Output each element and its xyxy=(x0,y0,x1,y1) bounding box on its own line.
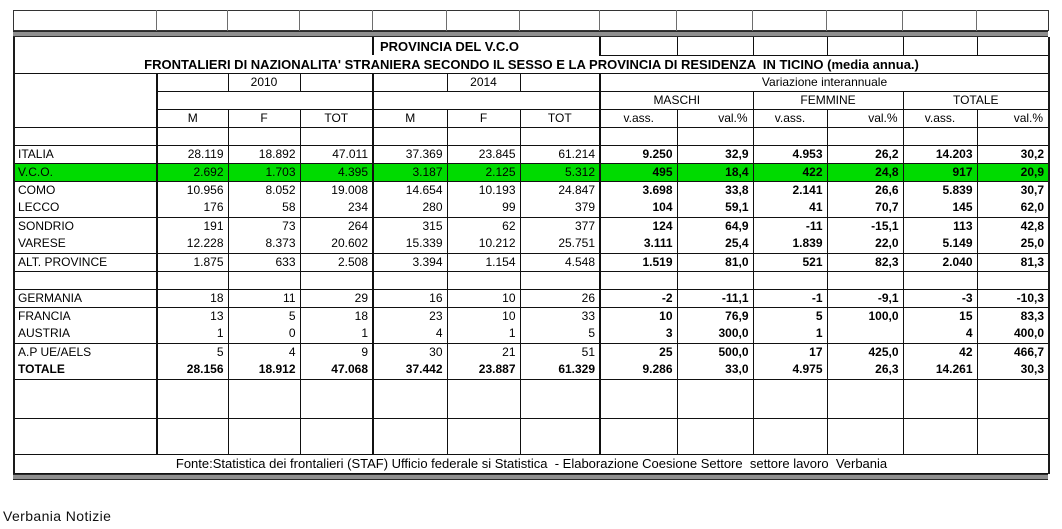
value-cell: 26,2 xyxy=(827,145,903,163)
empty-cell xyxy=(977,37,1049,55)
empty-cell xyxy=(977,127,1049,145)
value-cell: 73 xyxy=(228,217,300,235)
table-row xyxy=(14,199,1049,217)
empty-cell xyxy=(14,127,157,145)
row-label: SONDRIO xyxy=(14,217,157,235)
empty-cell xyxy=(157,11,228,31)
value-cell: 61.214 xyxy=(520,145,600,163)
empty-cell xyxy=(447,271,520,289)
row-label: GERMANIA xyxy=(14,289,157,307)
empty-cell xyxy=(14,418,157,454)
value-cell: 33,0 xyxy=(677,361,753,379)
col-header-f-2010: F xyxy=(228,109,300,127)
value-cell: 82,3 xyxy=(827,253,903,271)
row-label: VARESE xyxy=(14,235,157,253)
value-cell: 521 xyxy=(753,253,827,271)
value-cell: 14.654 xyxy=(373,181,447,199)
table-row xyxy=(14,235,1049,253)
value-cell: 113 xyxy=(903,217,977,235)
row-label: A.P UE/AELS xyxy=(14,343,157,361)
value-cell: 32,9 xyxy=(677,145,753,163)
value-cell: 1.519 xyxy=(600,253,677,271)
value-cell: 495 xyxy=(600,163,677,181)
empty-cell xyxy=(753,11,827,31)
row-label: ITALIA xyxy=(14,145,157,163)
empty-cell xyxy=(677,418,753,454)
value-cell: 5 xyxy=(228,307,300,325)
value-cell: 8.052 xyxy=(228,181,300,199)
table-border-band-bottom xyxy=(13,474,1048,480)
value-cell: 5 xyxy=(753,307,827,325)
empty-cell xyxy=(14,37,373,55)
value-cell: 5.149 xyxy=(903,235,977,253)
value-cell: 23.845 xyxy=(447,145,520,163)
value-cell: 37.369 xyxy=(373,145,447,163)
year-header-row xyxy=(14,73,1049,91)
value-cell: 1.875 xyxy=(157,253,228,271)
table-row xyxy=(14,325,1049,343)
empty-cell xyxy=(977,11,1049,31)
value-cell: 30 xyxy=(373,343,447,361)
value-cell: 41 xyxy=(753,199,827,217)
empty-cell xyxy=(373,127,447,145)
value-cell: 62,0 xyxy=(977,199,1049,217)
value-cell: 5.312 xyxy=(520,163,600,181)
empty-cell xyxy=(520,271,600,289)
value-cell: 19.008 xyxy=(300,181,373,199)
empty-cell xyxy=(228,418,300,454)
spacer-row xyxy=(14,418,1049,454)
empty-cell xyxy=(827,37,903,55)
value-cell: 62 xyxy=(447,217,520,235)
empty-cell xyxy=(753,379,827,418)
page-title: PROVINCIA DEL V.C.O xyxy=(373,37,600,55)
col-header-tot-2014: TOT xyxy=(520,109,600,127)
empty-cell xyxy=(903,418,977,454)
empty-cell xyxy=(677,37,753,55)
value-cell: 9 xyxy=(300,343,373,361)
value-cell: 23.887 xyxy=(447,361,520,379)
value-cell: 145 xyxy=(903,199,977,217)
value-cell: 51 xyxy=(520,343,600,361)
value-cell: 104 xyxy=(600,199,677,217)
empty-cell xyxy=(300,379,373,418)
empty-cell xyxy=(14,379,157,418)
value-cell: 20,9 xyxy=(977,163,1049,181)
value-cell: 4 xyxy=(903,325,977,343)
value-cell: 76,9 xyxy=(677,307,753,325)
empty-cell xyxy=(520,379,600,418)
value-cell: 9.286 xyxy=(600,361,677,379)
value-cell: 42 xyxy=(903,343,977,361)
value-cell: 58 xyxy=(228,199,300,217)
value-cell: 9.250 xyxy=(600,145,677,163)
empty-cell xyxy=(827,127,903,145)
empty-cell xyxy=(228,11,300,31)
value-cell: 10.956 xyxy=(157,181,228,199)
femmine-header: FEMMINE xyxy=(753,91,903,109)
col-header-vass-totale: v.ass. xyxy=(903,109,977,127)
value-cell: 26,3 xyxy=(827,361,903,379)
value-cell: 99 xyxy=(447,199,520,217)
value-cell: 1.703 xyxy=(228,163,300,181)
title-row-1 xyxy=(14,37,1049,55)
row-label: AUSTRIA xyxy=(14,325,157,343)
value-cell: 25,0 xyxy=(977,235,1049,253)
table-subtitle: FRONTALIERI DI NAZIONALITA' STRANIERA SECONDO IL SESSO E LA PROVINCIA DI RESIDENZA IN TICINO (media annua.) xyxy=(14,55,1049,73)
table-row xyxy=(14,145,1049,163)
value-cell: -3 xyxy=(903,289,977,307)
value-cell: 2.141 xyxy=(753,181,827,199)
value-cell: 4 xyxy=(228,343,300,361)
table-row xyxy=(14,289,1049,307)
source-row xyxy=(14,454,1049,473)
value-cell: 47.068 xyxy=(300,361,373,379)
empty-cell xyxy=(520,11,600,31)
col-header-vass-femmine: v.ass. xyxy=(753,109,827,127)
year-2014-header: 2014 xyxy=(447,73,520,91)
spacer-row xyxy=(14,379,1049,418)
value-cell: 30,2 xyxy=(977,145,1049,163)
value-cell: 18 xyxy=(300,307,373,325)
empty-cell xyxy=(14,271,157,289)
value-cell: 15 xyxy=(903,307,977,325)
value-cell: 422 xyxy=(753,163,827,181)
row-label: LECCO xyxy=(14,199,157,217)
row-label: COMO xyxy=(14,181,157,199)
title-row-2 xyxy=(14,55,1049,73)
empty-cell xyxy=(903,379,977,418)
empty-cell xyxy=(827,11,903,31)
value-cell: 83,3 xyxy=(977,307,1049,325)
empty-cell xyxy=(157,418,228,454)
col-header-valpct-maschi: val.% xyxy=(677,109,753,127)
variation-header: Variazione interannuale xyxy=(600,73,1049,91)
value-cell: 10.212 xyxy=(447,235,520,253)
value-cell: 377 xyxy=(520,217,600,235)
maschi-header: MASCHI xyxy=(600,91,753,109)
empty-cell xyxy=(447,379,520,418)
column-header-row xyxy=(14,109,1049,127)
value-cell: 4 xyxy=(373,325,447,343)
value-cell: -9,1 xyxy=(827,289,903,307)
value-cell: 3.187 xyxy=(373,163,447,181)
value-cell: 61.329 xyxy=(520,361,600,379)
empty-cell xyxy=(600,271,677,289)
col-header-f-2014: F xyxy=(447,109,520,127)
empty-cell xyxy=(753,418,827,454)
empty-cell xyxy=(300,127,373,145)
empty-cell xyxy=(753,37,827,55)
value-cell: 16 xyxy=(373,289,447,307)
table-body xyxy=(14,127,1049,454)
empty-cell xyxy=(600,418,677,454)
value-cell: 15.339 xyxy=(373,235,447,253)
value-cell: 3.698 xyxy=(600,181,677,199)
empty-cell xyxy=(753,127,827,145)
year-2010-header: 2010 xyxy=(228,73,300,91)
col-header-tot-2010: TOT xyxy=(300,109,373,127)
table-row xyxy=(14,181,1049,199)
empty-cell xyxy=(977,418,1049,454)
empty-cell xyxy=(520,418,600,454)
value-cell: 2.692 xyxy=(157,163,228,181)
empty-cell xyxy=(373,11,447,31)
value-cell: 1 xyxy=(300,325,373,343)
empty-cell xyxy=(373,91,600,109)
value-cell: 22,0 xyxy=(827,235,903,253)
empty-cell xyxy=(228,127,300,145)
sex-group-row xyxy=(14,91,1049,109)
value-cell: 47.011 xyxy=(300,145,373,163)
value-cell: 26 xyxy=(520,289,600,307)
empty-cell xyxy=(447,418,520,454)
value-cell: 280 xyxy=(373,199,447,217)
value-cell: 633 xyxy=(228,253,300,271)
row-label: ALT. PROVINCE xyxy=(14,253,157,271)
value-cell: 30,3 xyxy=(977,361,1049,379)
value-cell: 25 xyxy=(600,343,677,361)
empty-cell xyxy=(600,379,677,418)
value-cell: -11 xyxy=(753,217,827,235)
value-cell: 17 xyxy=(753,343,827,361)
value-cell: 5 xyxy=(520,325,600,343)
value-cell: 10 xyxy=(447,307,520,325)
value-cell: 18,4 xyxy=(677,163,753,181)
value-cell: 300,0 xyxy=(677,325,753,343)
value-cell: 20.602 xyxy=(300,235,373,253)
value-cell: 100,0 xyxy=(827,307,903,325)
empty-cell xyxy=(157,127,228,145)
row-label: TOTALE xyxy=(14,361,157,379)
site-credit: Verbania Notizie xyxy=(3,508,112,524)
value-cell: 42,8 xyxy=(977,217,1049,235)
value-cell: 30,7 xyxy=(977,181,1049,199)
value-cell: 14.203 xyxy=(903,145,977,163)
value-cell: 29 xyxy=(300,289,373,307)
value-cell: 8.373 xyxy=(228,235,300,253)
empty-cell xyxy=(300,418,373,454)
empty-cell xyxy=(447,127,520,145)
value-cell: 264 xyxy=(300,217,373,235)
empty-cell xyxy=(977,379,1049,418)
value-cell: 25,4 xyxy=(677,235,753,253)
empty-cell xyxy=(373,418,447,454)
value-cell: 315 xyxy=(373,217,447,235)
empty-cell xyxy=(373,379,447,418)
value-cell: 24,8 xyxy=(827,163,903,181)
value-cell: 25.751 xyxy=(520,235,600,253)
spacer-row xyxy=(14,127,1049,145)
value-cell: 2.125 xyxy=(447,163,520,181)
empty-cell xyxy=(300,73,373,91)
value-cell: 18.892 xyxy=(228,145,300,163)
value-cell: 18 xyxy=(157,289,228,307)
value-cell: 37.442 xyxy=(373,361,447,379)
spacer-row xyxy=(14,271,1049,289)
empty-cell xyxy=(753,271,827,289)
empty-cell xyxy=(157,91,373,109)
value-cell: 14.261 xyxy=(903,361,977,379)
value-cell: 3.394 xyxy=(373,253,447,271)
value-cell: 1 xyxy=(447,325,520,343)
value-cell: 4.975 xyxy=(753,361,827,379)
value-cell: 18.912 xyxy=(228,361,300,379)
empty-cell xyxy=(373,271,447,289)
value-cell: 4.548 xyxy=(520,253,600,271)
empty-cell xyxy=(520,73,600,91)
value-cell: 2.040 xyxy=(903,253,977,271)
empty-cell xyxy=(903,11,977,31)
value-cell: 33,8 xyxy=(677,181,753,199)
value-cell: -15,1 xyxy=(827,217,903,235)
value-cell: 500,0 xyxy=(677,343,753,361)
value-cell: 425,0 xyxy=(827,343,903,361)
value-cell: 1.154 xyxy=(447,253,520,271)
empty-cell xyxy=(903,127,977,145)
value-cell: 10.193 xyxy=(447,181,520,199)
empty-cell xyxy=(520,127,600,145)
value-cell: 466,7 xyxy=(977,343,1049,361)
spacer-row xyxy=(14,11,1049,31)
col-header-valpct-femmine: val.% xyxy=(827,109,903,127)
value-cell: 24.847 xyxy=(520,181,600,199)
value-cell: 28.119 xyxy=(157,145,228,163)
value-cell: 70,7 xyxy=(827,199,903,217)
value-cell: 10 xyxy=(600,307,677,325)
frontalieri-table xyxy=(13,37,1050,474)
value-cell: 12.228 xyxy=(157,235,228,253)
value-cell: 379 xyxy=(520,199,600,217)
col-header-vass-maschi: v.ass. xyxy=(600,109,677,127)
value-cell: 191 xyxy=(157,217,228,235)
table-row xyxy=(14,343,1049,361)
empty-cell xyxy=(827,379,903,418)
table-row xyxy=(14,307,1049,325)
value-cell: 917 xyxy=(903,163,977,181)
value-cell: -10,3 xyxy=(977,289,1049,307)
empty-cell xyxy=(677,127,753,145)
empty-cell xyxy=(827,325,903,343)
value-cell: 23 xyxy=(373,307,447,325)
empty-cell xyxy=(447,11,520,31)
value-cell: 234 xyxy=(300,199,373,217)
value-cell: 3.111 xyxy=(600,235,677,253)
value-cell: 13 xyxy=(157,307,228,325)
empty-cell xyxy=(600,37,677,55)
col-header-valpct-totale: val.% xyxy=(977,109,1049,127)
value-cell: 1 xyxy=(753,325,827,343)
empty-cell xyxy=(373,73,447,91)
empty-cell xyxy=(14,11,157,31)
value-cell: 3 xyxy=(600,325,677,343)
value-cell: -2 xyxy=(600,289,677,307)
value-cell: 64,9 xyxy=(677,217,753,235)
value-cell: -1 xyxy=(753,289,827,307)
value-cell: 4.395 xyxy=(300,163,373,181)
empty-cell xyxy=(157,271,228,289)
table-row xyxy=(14,163,1049,181)
value-cell: 2.508 xyxy=(300,253,373,271)
value-cell: 5 xyxy=(157,343,228,361)
value-cell: 81,0 xyxy=(677,253,753,271)
empty-cell xyxy=(903,271,977,289)
table-row xyxy=(14,361,1049,379)
empty-cell xyxy=(903,37,977,55)
row-label: V.C.O. xyxy=(14,163,157,181)
value-cell: 59,1 xyxy=(677,199,753,217)
empty-cell xyxy=(600,127,677,145)
totale-header: TOTALE xyxy=(903,91,1049,109)
value-cell: 1.839 xyxy=(753,235,827,253)
empty-cell xyxy=(600,11,677,31)
scanned-table-page xyxy=(13,10,1048,480)
value-cell: 28.156 xyxy=(157,361,228,379)
empty-cell xyxy=(300,11,373,31)
table-row xyxy=(14,217,1049,235)
empty-cell xyxy=(977,271,1049,289)
empty-cell xyxy=(677,271,753,289)
table-row xyxy=(14,253,1049,271)
value-cell: 10 xyxy=(447,289,520,307)
empty-cell xyxy=(228,379,300,418)
value-cell: 26,6 xyxy=(827,181,903,199)
value-cell: 400,0 xyxy=(977,325,1049,343)
empty-label-header xyxy=(14,73,157,127)
empty-cell xyxy=(157,73,228,91)
value-cell: 124 xyxy=(600,217,677,235)
value-cell: -11,1 xyxy=(677,289,753,307)
col-header-m-2010: M xyxy=(157,109,228,127)
value-cell: 5.839 xyxy=(903,181,977,199)
value-cell: 81,3 xyxy=(977,253,1049,271)
table-source: Fonte:Statistica dei frontalieri (STAF) Ufficio federale si Statistica - Elaborazione Coesione Settore settore lavoro Verbania xyxy=(14,454,1049,473)
value-cell: 4.953 xyxy=(753,145,827,163)
value-cell: 21 xyxy=(447,343,520,361)
empty-cell xyxy=(300,271,373,289)
empty-cell xyxy=(228,271,300,289)
value-cell: 1 xyxy=(157,325,228,343)
value-cell: 33 xyxy=(520,307,600,325)
value-cell: 0 xyxy=(228,325,300,343)
empty-cell xyxy=(677,379,753,418)
value-cell: 11 xyxy=(228,289,300,307)
top-spacer-row xyxy=(13,10,1049,31)
empty-cell xyxy=(827,271,903,289)
empty-cell xyxy=(157,379,228,418)
empty-cell xyxy=(677,11,753,31)
value-cell: 176 xyxy=(157,199,228,217)
col-header-m-2014: M xyxy=(373,109,447,127)
row-label: FRANCIA xyxy=(14,307,157,325)
empty-cell xyxy=(827,418,903,454)
